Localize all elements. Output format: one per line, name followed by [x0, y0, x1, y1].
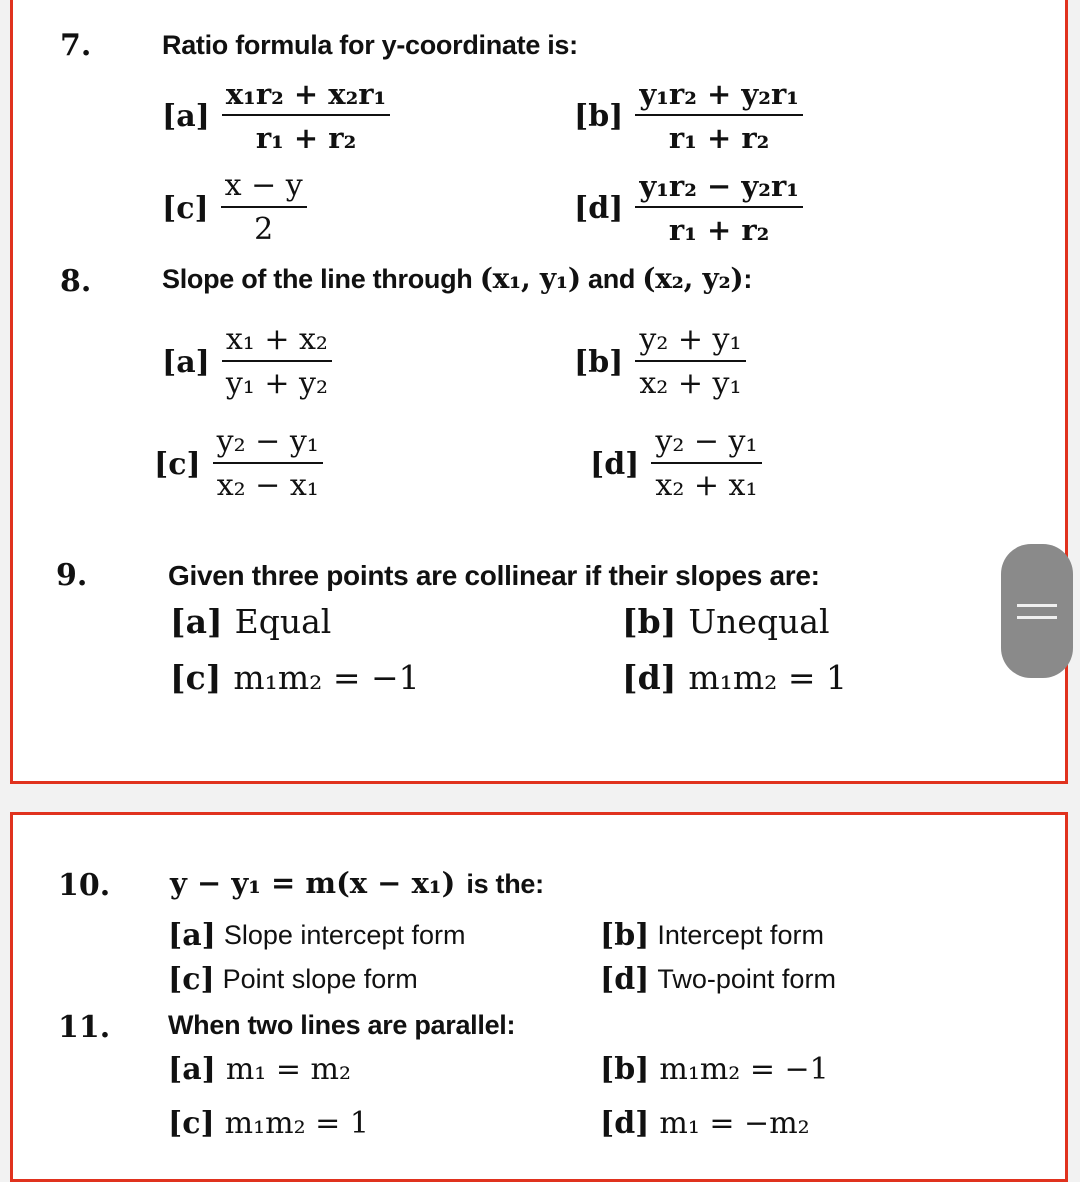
- question-8-option-c[interactable]: [154, 424, 323, 504]
- question-7-option-a[interactable]: [162, 76, 390, 156]
- question-8-text-pre: Slope of the line through: [162, 264, 473, 294]
- question-10-option-a[interactable]: [168, 918, 465, 953]
- denominator: x₂ − x₁: [216, 468, 319, 503]
- numerator: x₁ + x₂: [222, 322, 332, 362]
- fraction: [221, 168, 307, 248]
- option-label: [c]: [168, 962, 215, 997]
- question-10-option-b[interactable]: [600, 918, 824, 953]
- option-value: m₁m₂ = −1: [659, 1052, 829, 1087]
- grip-line-icon: [1017, 616, 1057, 619]
- denominator: r₁ + r₂: [255, 121, 357, 155]
- option-label: [b]: [574, 344, 624, 380]
- option-label: [c]: [168, 1106, 215, 1141]
- option-label: [d]: [590, 446, 640, 482]
- option-value: m₁m₂ = 1: [224, 1106, 369, 1141]
- point-1: (x₁, y₁): [479, 262, 581, 295]
- question-10-suffix: is the:: [466, 869, 544, 899]
- fraction: [222, 76, 390, 156]
- question-9-option-c[interactable]: [170, 658, 420, 697]
- question-11-text: When two lines are parallel:: [168, 1010, 516, 1040]
- question-8-option-b[interactable]: [574, 322, 746, 402]
- option-label: [a]: [162, 344, 210, 380]
- grip-line-icon: [1017, 604, 1057, 607]
- option-value: m₁m₂ = −1: [233, 658, 420, 697]
- fraction: [635, 76, 803, 156]
- option-label: [a]: [170, 602, 223, 641]
- option-value: Two-point form: [657, 964, 836, 994]
- question-11-option-b[interactable]: [600, 1052, 829, 1087]
- option-label: [a]: [168, 1052, 216, 1087]
- question-11-option-c[interactable]: [168, 1106, 369, 1141]
- numerator: x₁r₂ + x₂r₁: [222, 76, 390, 116]
- question-7-option-d[interactable]: [574, 168, 803, 248]
- denominator: r₁ + r₂: [668, 213, 770, 247]
- denominator: x₂ + y₁: [639, 366, 742, 401]
- question-10-option-c[interactable]: [168, 962, 418, 997]
- option-label: [b]: [600, 1052, 650, 1087]
- option-label: [d]: [600, 962, 650, 997]
- question-7-option-c[interactable]: [162, 168, 307, 248]
- denominator: x₂ + x₁: [655, 468, 758, 503]
- option-value: Equal: [234, 602, 332, 641]
- option-label: [d]: [600, 1106, 650, 1141]
- question-10-option-d[interactable]: [600, 962, 836, 997]
- option-label: [a]: [162, 98, 210, 134]
- question-9-option-b[interactable]: [622, 602, 830, 641]
- fraction: [651, 424, 761, 504]
- option-value: m₁m₂ = 1: [688, 658, 847, 697]
- option-label: [b]: [574, 98, 624, 134]
- option-label: [b]: [622, 602, 677, 641]
- numerator: y₂ − y₁: [651, 424, 761, 464]
- question-7-number: 7.: [60, 28, 92, 63]
- question-11-option-d[interactable]: [600, 1106, 810, 1141]
- option-value: m₁ = m₂: [225, 1052, 351, 1087]
- question-8-option-d[interactable]: [590, 424, 762, 504]
- question-11-option-a[interactable]: [168, 1052, 351, 1087]
- question-9-option-a[interactable]: [170, 602, 331, 641]
- question-8-number: 8.: [60, 264, 92, 299]
- option-label: [c]: [162, 190, 209, 226]
- fraction: [222, 322, 332, 402]
- denominator: 2: [254, 212, 274, 247]
- option-label: [c]: [154, 446, 201, 482]
- question-10-number: 10.: [58, 868, 111, 903]
- question-10-text: [170, 866, 544, 900]
- numerator: y₂ − y₁: [213, 424, 323, 464]
- numerator: y₂ + y₁: [635, 322, 745, 362]
- numerator: y₁r₂ + y₂r₁: [635, 76, 803, 116]
- option-label: [d]: [622, 658, 677, 697]
- question-9-option-d[interactable]: [622, 658, 847, 697]
- option-label: [a]: [168, 918, 216, 953]
- question-11-number: 11.: [58, 1010, 111, 1045]
- denominator: r₁ + r₂: [668, 121, 770, 155]
- numerator: x − y: [221, 168, 307, 208]
- option-value: Unequal: [688, 602, 830, 641]
- numerator: y₁r₂ − y₂r₁: [635, 168, 803, 208]
- option-label: [b]: [600, 918, 650, 953]
- option-value: Intercept form: [657, 920, 824, 950]
- option-label: [d]: [574, 190, 624, 226]
- question-8-text-end: :: [743, 264, 753, 294]
- question-9-text: Given three points are collinear if their slopes are:: [168, 560, 820, 591]
- question-8-text-mid: and: [587, 264, 636, 294]
- option-value: Point slope form: [222, 964, 418, 994]
- option-value: Slope intercept form: [223, 920, 466, 950]
- question-8-text: [162, 262, 752, 295]
- fraction: [213, 424, 323, 504]
- question-7-option-b[interactable]: [574, 76, 803, 156]
- denominator: y₁ + y₂: [225, 366, 328, 401]
- question-9-number: 9.: [56, 558, 88, 593]
- scroll-handle[interactable]: [1001, 544, 1073, 678]
- question-10-equation: y − y₁ = m(x − x₁): [170, 866, 456, 900]
- question-8-option-a[interactable]: [162, 322, 332, 402]
- option-value: m₁ = −m₂: [659, 1106, 810, 1141]
- fraction: [635, 168, 803, 248]
- option-label: [c]: [170, 658, 222, 697]
- fraction: [635, 322, 745, 402]
- point-2: (x₂, y₂): [642, 262, 744, 295]
- question-7-text: Ratio formula for y-coordinate is:: [162, 30, 578, 60]
